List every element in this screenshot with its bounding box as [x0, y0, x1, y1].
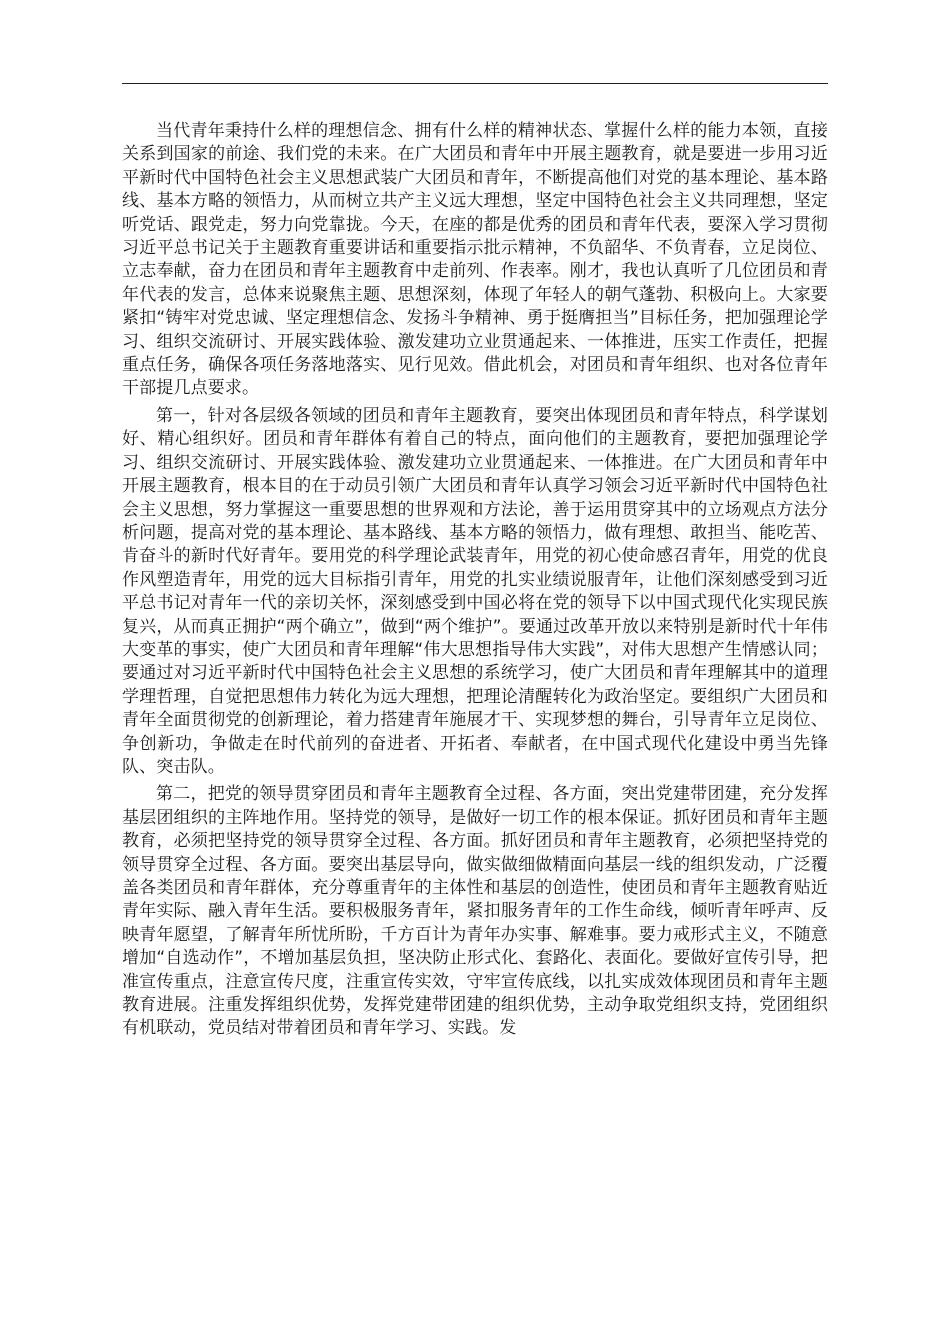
paragraph-first-point: 第一，针对各层级各领域的团员和青年主题教育，要突出体现团员和青年特点，科学谋划好、精心组织好。团员和青年群体有着自己的特点，面向他们的主题教育，要把加强理论学习、组织交流研讨、开展实践体验、激发建功立业贯通起来、一体推进。在广大团员和青年中开展主题教育，根本目的在于动员引领广大团员和青年认真学习领会习近平新时代中国特色社会主义思想，努力掌握这一重要思想的世界观和方法论，善于运用贯穿其中的立场观点方法分析问题，提高对党的基本理论、基本路线、基本方略的领悟力，做有理想、敢担当、能吃苦、肯奋斗的新时代好青年。要用党的科学理论武装青年，用党的初心使命感召青年，用党的优良作风塑造青年，用党的远大目标指引青年，用党的扎实业绩说服青年，让他们深刻感受到习近平总书记对青年一代的亲切关怀，深刻感受到中国必将在党的领导下以中国式现代化实现民族复兴，从而真正拥护“两个确立”，做到“两个维护”。要通过改革开放以来特别是新时代十年伟大变革的事实，使广大团员和青年理解“伟大思想指导伟大实践”，对伟大思想产生情感认同；要通过对习近平新时代中国特色社会主义思想的系统学习，使广大团员和青年理解其中的道理学理哲理，自觉把思想伟力转化为远大理想，把理论清醒转化为政治坚定。要组织广大团员和青年全面贯彻党的创新理论，着力搭建青年施展才干、实现梦想的舞台，引导青年立足岗位、争创新功，争做走在时代前列的奋进者、开拓者、奉献者，在中国式现代化建设中勇当先锋队、突击队。 [122, 405, 828, 777]
header-rule [122, 83, 828, 84]
paragraph-intro: 当代青年秉持什么样的理想信念、拥有什么样的精神状态、掌握什么样的能力本领，直接关系到国家的前途、我们党的未来。在广大团员和青年中开展主题教育，就是要进一步用习近平新时代中国特色社会主义思想武装广大团员和青年，不断提高他们对党的基本理论、基本路线、基本方略的领悟力，从而树立共产主义远大理想，坚定中国特色社会主义共同理想，坚定听党话、跟党走，努力向党靠拢。今天，在座的都是优秀的团员和青年代表，要深入学习贯彻习近平总书记关于主题教育重要讲话和重要指示批示精神，不负韶华、不负青春，立足岗位、立志奉献，奋力在团员和青年主题教育中走前列、作表率。刚才，我也认真听了几位团员和青年代表的发言，总体来说聚焦主题、思想深刻，体现了年轻人的朝气蓬勃、积极向上。大家要紧扣“铸牢对党忠诚、坚定理想信念、发扬斗争精神、勇于挺膺担当”目标任务，把加强理论学习、组织交流研讨、开展实践体验、激发建功立业贯通起来、一体推进，压实工作责任，把握重点任务，确保各项任务落地落实、见行见效。借此机会，对团员和青年组织、也对各位青年干部提几点要求。 [122, 121, 828, 399]
paragraph-second-point: 第二，把党的领导贯穿团员和青年主题教育全过程、各方面，突出党建带团建，充分发挥基层团组织的主阵地作用。坚持党的领导，是做好一切工作的根本保证。抓好团员和青年主题教育，必须把坚持党的领导贯穿全过程、各方面。抓好团员和青年主题教育，必须把坚持党的领导贯穿全过程、各方面。要突出基层导向，做实做细做精面向基层一线的组织发动，广泛覆盖各类团员和青年群体，充分尊重青年的主体性和基层的创造性，使团员和青年主题教育贴近青年实际、融入青年生活。要积极服务青年，紧扣服务青年的工作生命线，倾听青年呼声、反映青年愿望，了解青年所忧所盼，千方百计为青年办实事、解难事。要力戒形式主义，不随意增加“自选动作”，不增加基层负担，坚决防止形式化、套路化、表面化。要做好宣传引导，把准宣传重点，注意宣传尺度，注重宣传实效，守牢宣传底线，以扎实成效体现团员和青年主题教育进展。注重发挥组织优势，发挥党建带团建的组织优势，主动争取党组织支持，党团组织有机联动，党员结对带着团员和青年学习、实践。发 [122, 784, 828, 1039]
document-body [122, 120, 828, 1045]
